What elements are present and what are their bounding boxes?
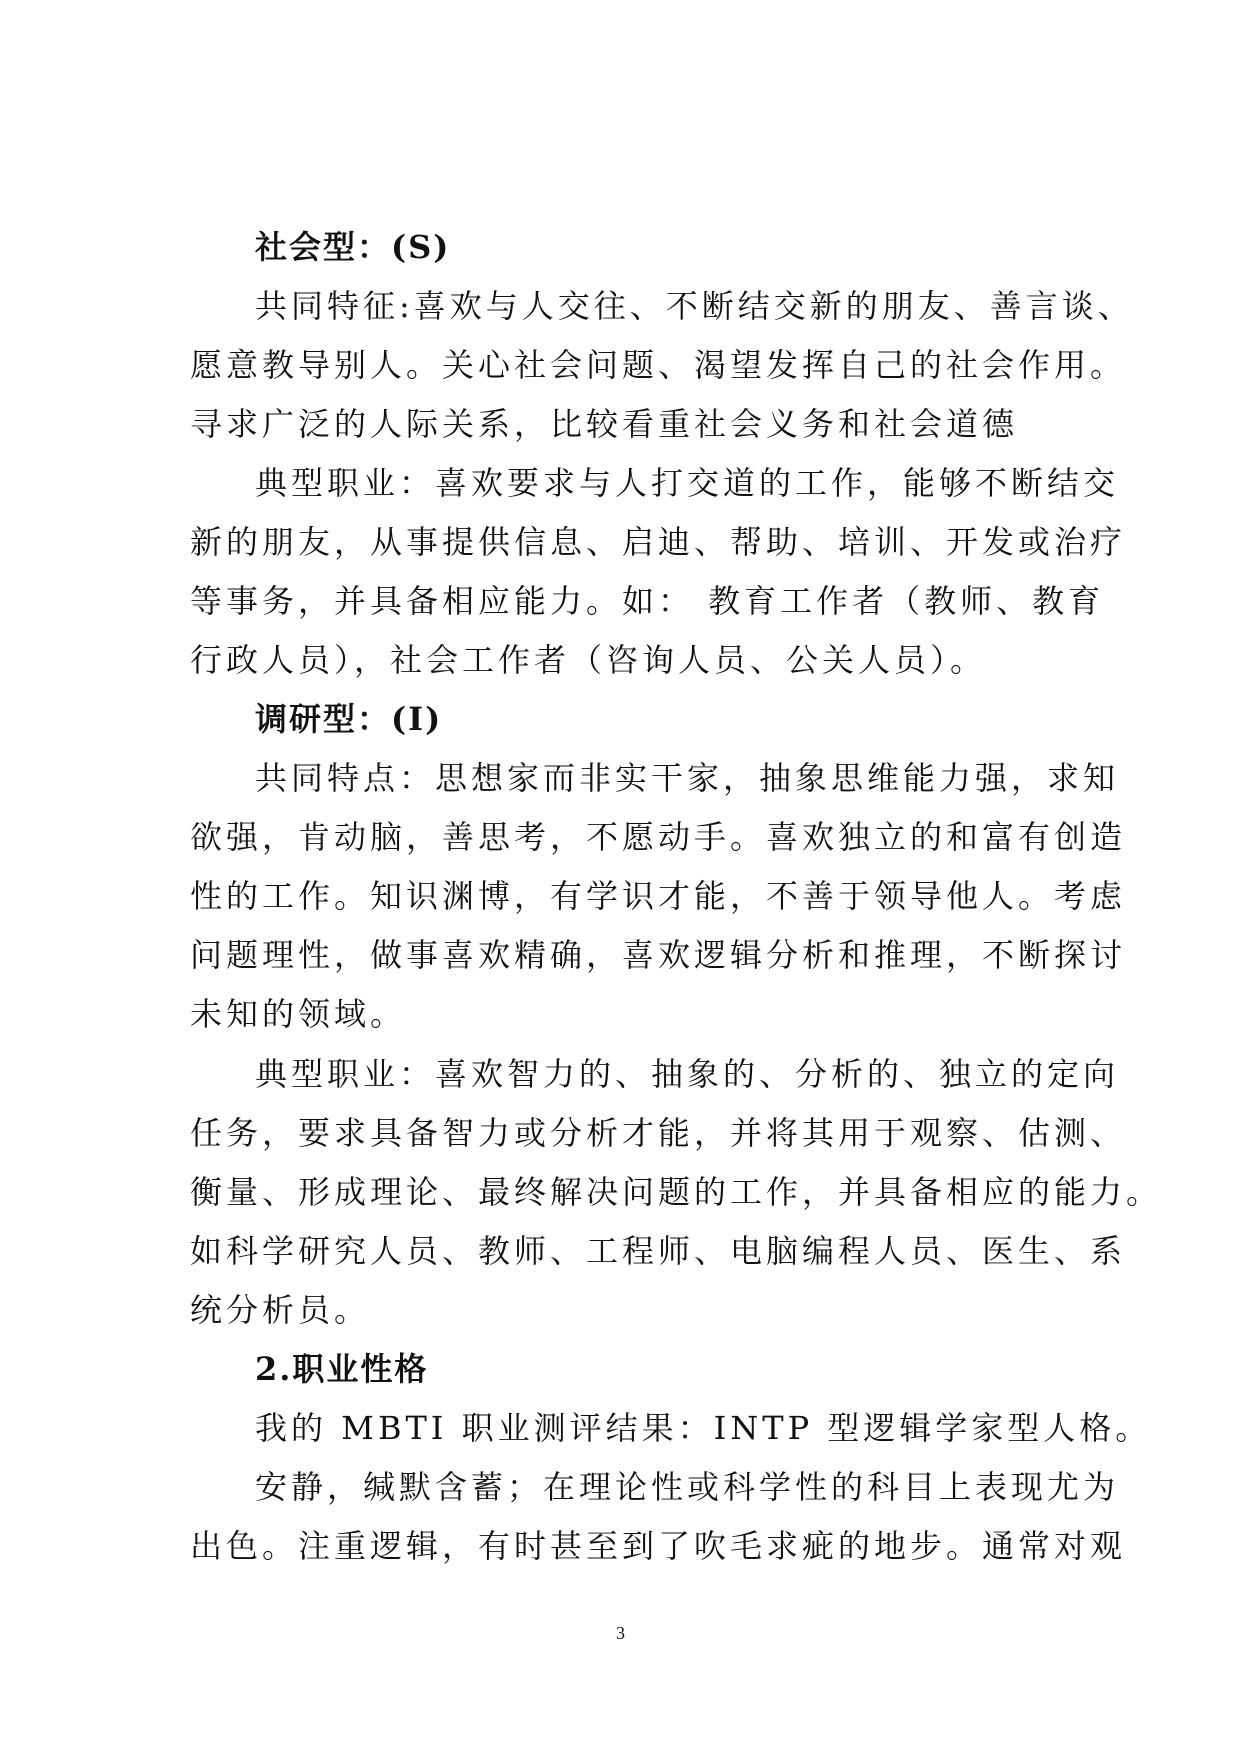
- paragraph-line: 未知的领域。: [190, 995, 407, 1033]
- section-heading-investigative: 调研型：(I): [255, 700, 443, 738]
- section-heading-personality: 2.职业性格: [255, 1350, 429, 1388]
- paragraph-line: 愿意教导别人。关心社会问题、渴望发挥自己的社会作用。: [190, 346, 1127, 384]
- paragraph-line: 安静，缄默含蓄；在理论性或科学性的科目上表现尤为: [255, 1468, 1120, 1506]
- paragraph-line: 衡量、形成理论、最终解决问题的工作，并具备相应的能力。: [190, 1173, 1163, 1211]
- paragraph-line: 任务，要求具备智力或分析才能，并将其用于观察、估测、: [190, 1114, 1127, 1152]
- paragraph-line: 出色。注重逻辑，有时甚至到了吹毛求疵的地步。通常对观: [190, 1527, 1127, 1565]
- mbti-result-line: 我的 MBTI 职业测评结果：INTP 型逻辑学家型人格。: [255, 1409, 1152, 1447]
- paragraph-line: 寻求广泛的人际关系，比较看重社会义务和社会道德: [190, 405, 1019, 443]
- page-number: 3: [616, 1623, 625, 1643]
- paragraph-line: 新的朋友，从事提供信息、启迪、帮助、培训、开发或治疗: [190, 523, 1127, 561]
- paragraph-line: 欲强，肯动脑，善思考，不愿动手。喜欢独立的和富有创造: [190, 818, 1127, 856]
- paragraph-line: 问题理性，做事喜欢精确，喜欢逻辑分析和推理，不断探讨: [190, 936, 1127, 974]
- paragraph-line: 行政人员），社会工作者（咨询人员、公关人员）。: [190, 641, 987, 679]
- paragraph-line: 统分析员。: [190, 1291, 371, 1329]
- paragraph-line: 共同特征:喜欢与人交往、不断结交新的朋友、善言谈、: [255, 287, 1134, 325]
- section-heading-social: 社会型：(S): [255, 228, 451, 266]
- paragraph-line: 性的工作。知识渊博，有学识才能，不善于领导他人。考虑: [190, 877, 1127, 915]
- paragraph-line: 共同特点：思想家而非实干家，抽象思维能力强，求知: [255, 759, 1120, 797]
- paragraph-line: 典型职业：喜欢智力的、抽象的、分析的、独立的定向: [255, 1055, 1120, 1093]
- paragraph-line: 如科学研究人员、教师、工程师、电脑编程人员、医生、系: [190, 1232, 1127, 1270]
- paragraph-line: 等事务，并具备相应能力。如： 教育工作者（教师、教育: [190, 582, 1105, 620]
- paragraph-line: 典型职业：喜欢要求与人打交道的工作，能够不断结交: [255, 464, 1120, 502]
